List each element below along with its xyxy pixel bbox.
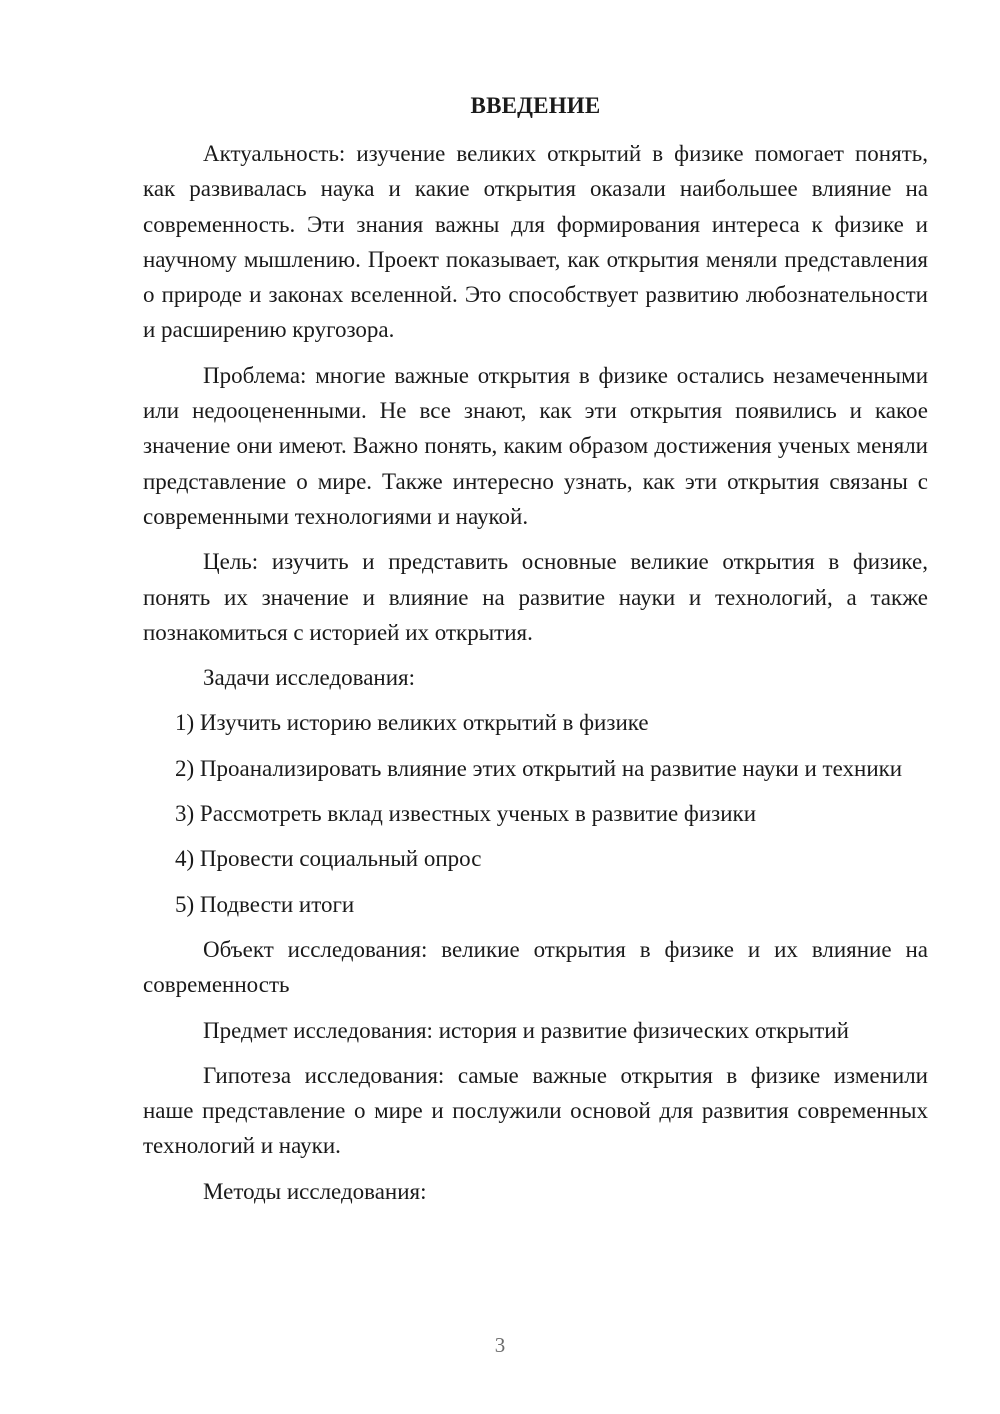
task-item-1: 1) Изучить историю великих открытий в физике [175, 710, 649, 736]
paragraph-problem: Проблема: многие важные открытия в физике остались незамеченными или недооцененными. Не все знают, как эти открытия появились и какое значение они имеют. Важно понять, каким образом достижения ученых меняли представление о мире. Также интересно узнать, как эти открытия связаны с современными технологиями и наукой. [143, 362, 928, 529]
task-item-3: 3) Рассмотреть вклад известных ученых в развитие физики [175, 801, 757, 827]
methods-heading: Методы исследования: [203, 1178, 427, 1204]
paragraph-hypothesis: Гипотеза исследования: самые важные открытия в физике изменили наше представление о мире и послужили основой для развития современных технологий и науки. [143, 1062, 928, 1159]
paragraph-relevance: Актуальность: изучение великих открытий в физике помогает понять, как развивалась наука и какие открытия оказали наибольшее влияние на современность. Эти знания важны для формирования интереса к физике и научному мышлению. Проект показывает, как открытия меняли представления о природе и законах вселенной. Это способствует развитию любознательности и расширению кругозора. [143, 141, 928, 343]
tasks-heading: Задачи исследования: [203, 665, 416, 691]
task-item-4: 4) Провести социальный опрос [175, 846, 482, 872]
paragraph-object: Объект исследования: великие открытия в физике и их влияние на современность [143, 936, 928, 998]
document-page [143, 88, 928, 1209]
page-number: 3 [494, 1333, 506, 1357]
page-title: ВВЕДЕНИЕ [470, 93, 601, 118]
paragraph-goal: Цель: изучить и представить основные великие открытия в физике, понять их значение и влияние на развитие науки и технологий, а также познакомиться с историей их открытия. [143, 549, 928, 645]
paragraph-subject: Предмет исследования: история и развитие физических открытий [203, 1017, 849, 1043]
task-item-2: 2) Проанализировать влияние этих открытий на развитие науки и техники [175, 755, 903, 781]
task-item-5: 5) Подвести итоги [175, 891, 355, 917]
